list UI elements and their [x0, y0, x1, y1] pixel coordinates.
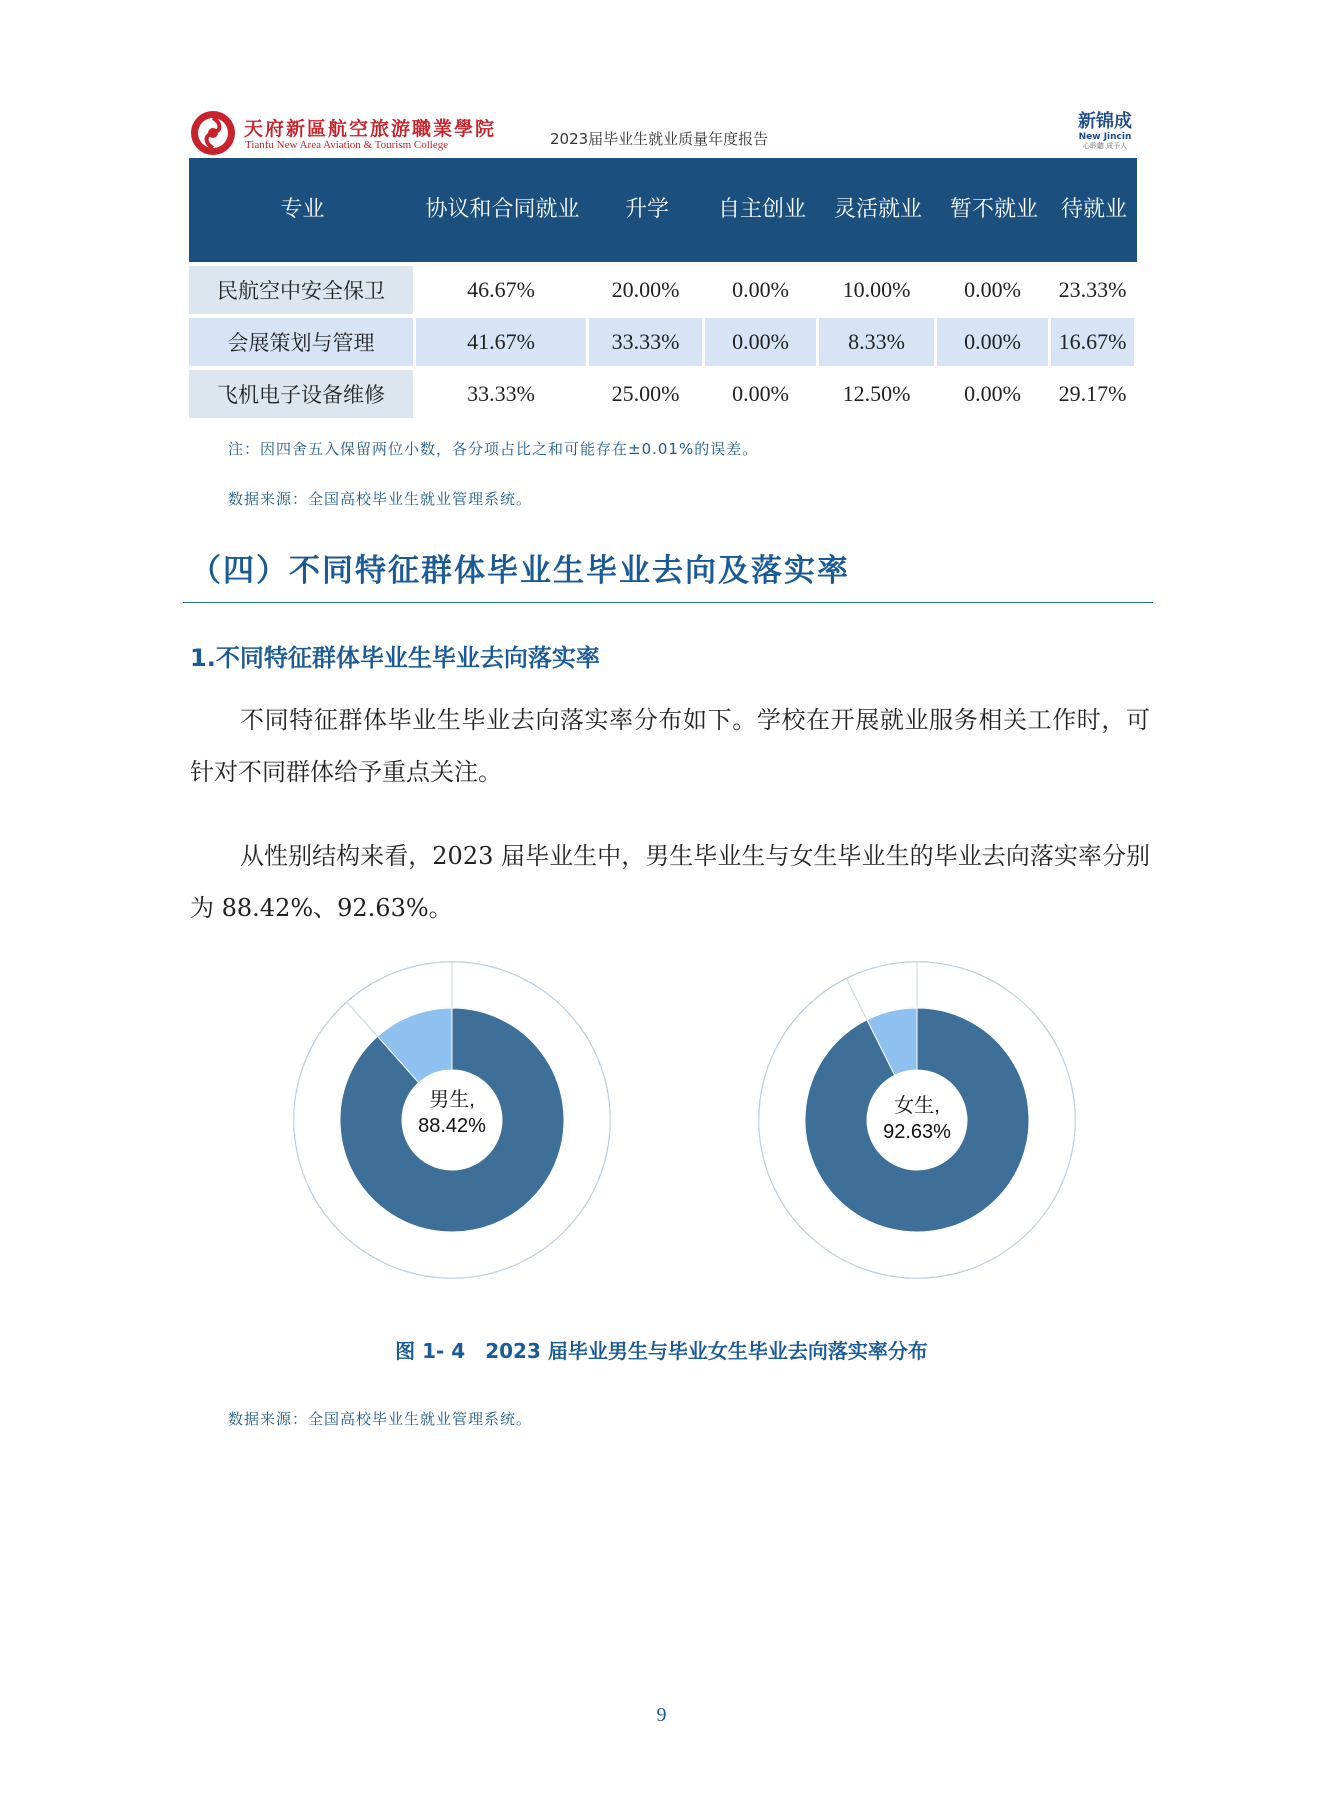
table-cell-major: 飞机电子设备维修 — [189, 366, 416, 418]
table-cell: 10.00% — [819, 262, 937, 314]
donut-label-name: 女生, — [894, 1095, 940, 1117]
brand-name-cn: 新锦成 — [1078, 111, 1132, 132]
table-cell: 41.67% — [416, 314, 589, 366]
table-note: 注：因四舍五入保留两位小数，各分项占比之和可能存在±0.01%的误差。 — [228, 440, 759, 458]
donut-chart-female — [752, 955, 1082, 1285]
table-cell: 0.00% — [705, 314, 819, 366]
table-cell: 46.67% — [416, 262, 589, 314]
table-cell: 33.33% — [416, 366, 589, 418]
figure-caption: 图 1- 4 2023 届毕业男生与毕业女生毕业去向落实率分布 — [395, 1339, 928, 1363]
page-header — [190, 104, 1135, 156]
table-header: 灵活就业 — [819, 158, 937, 262]
table-cell: 0.00% — [937, 314, 1051, 366]
table-cell: 0.00% — [705, 366, 819, 418]
table-cell: 8.33% — [819, 314, 937, 366]
paragraph: 不同特征群体毕业生毕业去向落实率分布如下。学校在开展就业服务相关工作时，可针对不同群体给予重点关注。 — [190, 706, 1150, 786]
donut-chart-male — [287, 955, 617, 1285]
brand-name-en: New Jincin — [1078, 132, 1132, 142]
table-header: 暂不就业 — [937, 158, 1051, 262]
table-source: 数据来源：全国高校毕业生就业管理系统。 — [228, 490, 533, 508]
table-cell: 20.00% — [589, 262, 705, 314]
table-header: 升学 — [589, 158, 705, 262]
section-title: （四）不同特征群体毕业生毕业去向及落实率 — [190, 553, 850, 589]
brand-logo — [1075, 112, 1135, 151]
figure-source: 数据来源：全国高校毕业生就业管理系统。 — [228, 1410, 533, 1428]
table-row — [189, 262, 1137, 314]
donut-hole — [867, 1070, 967, 1170]
table-header: 协议和合同就业 — [416, 158, 589, 262]
table-cell: 29.17% — [1051, 366, 1137, 418]
sub-section-title: 1.不同特征群体毕业生毕业去向落实率 — [190, 644, 600, 672]
report-title: 2023届毕业生就业质量年度报告 — [550, 130, 769, 148]
donut-label-name: 男生, — [429, 1089, 475, 1111]
donut-label-value: 88.42% — [418, 1115, 486, 1137]
paragraph: 从性别结构来看，2023 届毕业生中，男生毕业生与女生毕业生的毕业去向落实率分别为 88.42%、92.63%。 — [190, 842, 1150, 922]
page-number: 9 — [656, 1704, 667, 1726]
table-header-row — [189, 158, 1137, 262]
school-logo-icon — [190, 110, 236, 156]
table-cell: 0.00% — [937, 366, 1051, 418]
major-destination-table — [189, 158, 1137, 418]
brand-slogan: 心聆聽 成予人 — [1082, 142, 1128, 150]
table-row — [189, 366, 1137, 418]
section-divider — [183, 602, 1153, 603]
table-header: 待就业 — [1051, 158, 1137, 262]
table-header: 专业 — [189, 158, 416, 262]
table-row — [189, 314, 1137, 366]
school-name-en: Tianfu New Area Aviation & Tourism College — [245, 139, 449, 151]
table-cell: 0.00% — [937, 262, 1051, 314]
table-cell: 25.00% — [589, 366, 705, 418]
school-name-cn: 天府新區航空旅游職業學院 — [244, 118, 497, 140]
table-cell: 12.50% — [819, 366, 937, 418]
table-cell: 16.67% — [1051, 314, 1137, 366]
table-cell-major: 民航空中安全保卫 — [189, 262, 416, 314]
donut-label-value: 92.63% — [883, 1121, 951, 1143]
table-cell-major: 会展策划与管理 — [189, 314, 416, 366]
table-cell: 23.33% — [1051, 262, 1137, 314]
table-header: 自主创业 — [705, 158, 819, 262]
table-cell: 33.33% — [589, 314, 705, 366]
table-cell: 0.00% — [705, 262, 819, 314]
